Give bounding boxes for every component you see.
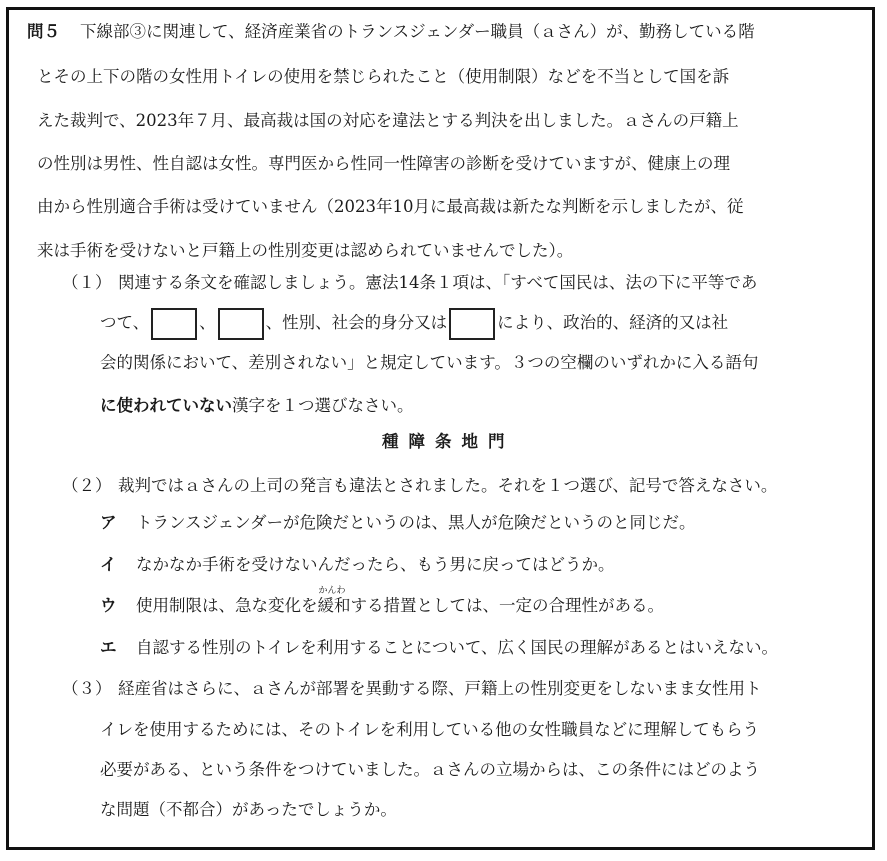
option-u-text-b: する措置としては、一定の合理性がある。 (350, 596, 664, 615)
option-u-letter: ウ (100, 596, 117, 615)
option-u-text-a: 使用制限は、急な変化を (136, 596, 318, 615)
sub1-line-3: 会的関係において、差別されない」と規定しています。３つの空欄のいずれかに入る語句 (100, 353, 759, 372)
sub1-emphasis: に使われていない (100, 396, 232, 415)
ruby-kanwa (317, 586, 351, 615)
sub1-line2-part-b: 、 (199, 313, 216, 332)
ruby-reading: かんわ (318, 586, 346, 596)
ruby-base: 緩和 (317, 596, 351, 615)
option-a-text: トランスジェンダーが危険だというのは、黒人が危険だというのと同じだ。 (136, 513, 696, 532)
question-number: 問５ (27, 22, 60, 41)
option-i-letter: イ (100, 555, 117, 574)
sub3-line-3: 必要がある、という条件をつけていました。ａさんの立場からは、この条件にはどのよう (100, 760, 760, 779)
option-e-text: 自認する性別のトイレを利用することについて、広く国民の理解があるとはいえない。 (136, 638, 779, 657)
sub3-label: （３） (62, 679, 112, 698)
question-line-3: えた裁判で、2023年７月、最高裁は国の対応を違法とする判決を出しました。ａさんの戸籍上 (37, 111, 739, 130)
sub1-line2-part-d: により、政治的、経済的又は社 (497, 313, 729, 332)
sub1-line2-part-a: つて、 (100, 313, 150, 332)
blank-box-2[interactable] (218, 308, 264, 340)
option-i-text: なかなか手術を受けないんだったら、もう男に戻ってはどうか。 (136, 555, 615, 574)
sub3-line-2: イレを使用するためには、そのトイレを利用している他の女性職員などに理解してもらう (100, 720, 760, 739)
sub1-line4-rest: 漢字を１つ選びなさい。 (232, 396, 414, 415)
option-a-letter: ア (100, 513, 117, 532)
question-line-6: 来は手術を受けないと戸籍上の性別変更は認められていませんでした）。 (37, 241, 574, 260)
kanji-choices: 種障条地門 (382, 432, 515, 451)
sub3-line-4: な問題（不都合）があったでしょうか。 (100, 800, 397, 819)
question-line-5: 由から性別適合手術は受けていません（2023年10月に最高裁は新たな判断を示しましたが、従 (37, 197, 744, 216)
question-line-4: の性別は男性、性自認は女性。専門医から性同一性障害の診断を受けていますが、健康上の理 (37, 154, 730, 173)
sub1-label: （１） (62, 273, 112, 292)
option-u-text (136, 586, 664, 615)
sub1-line-2 (100, 305, 728, 341)
sub1-line-4 (100, 398, 414, 415)
blank-box-3[interactable] (449, 308, 495, 340)
question-line-2: とその上下の階の女性用トイレの使用を禁じられたこと（使用制限）などを不当として国を訴 (37, 67, 730, 86)
blank-box-1[interactable] (151, 308, 197, 340)
option-e-letter: エ (100, 638, 117, 657)
question-line-1: 下線部③に関連して、経済産業省のトランスジェンダー職員（ａさん）が、勤務している階 (80, 22, 755, 41)
sub3-line-1: 経産省はさらに、ａさんが部署を異動する際、戸籍上の性別変更をしないまま女性用ト (118, 679, 762, 698)
sub2-label: （２） (62, 476, 112, 495)
sub2-prompt: 裁判ではａさんの上司の発言も違法とされました。それを１つ選び、記号で答えなさい。 (118, 476, 778, 495)
sub1-line2-part-c: 、性別、社会的身分又は (265, 313, 448, 332)
sub1-line-1: 関連する条文を確認しましょう。憲法14条１項は、「すべて国民は、法の下に平等であ (118, 273, 758, 292)
